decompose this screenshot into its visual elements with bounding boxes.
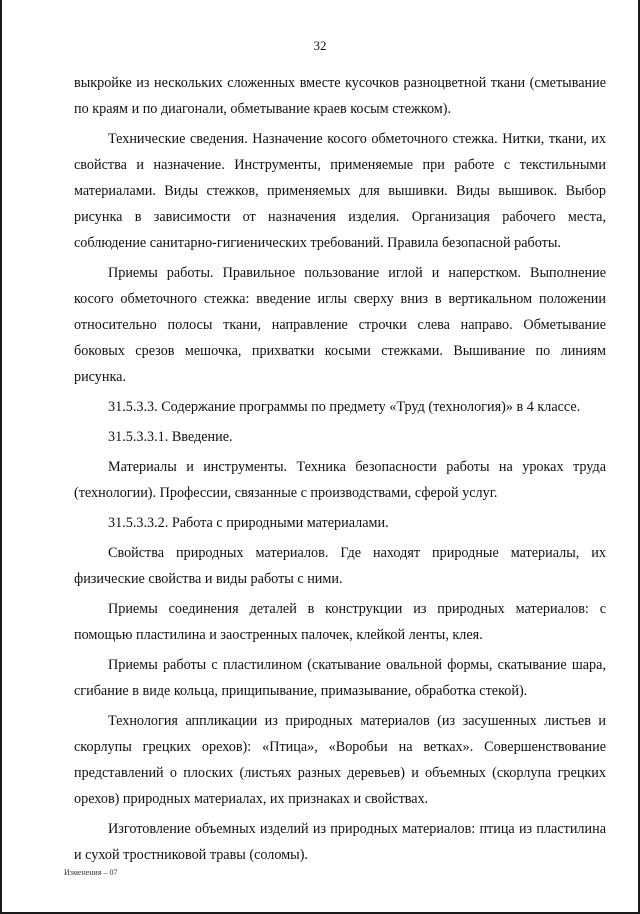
paragraph: Технические сведения. Назначение косого обметочного стежка. Нитки, ткани, их свойства и назначение. Инструменты, применяемые при работе с текстильными материалами. Виды стежков, применяемых для вышивки. Виды вышивок. Выбор рисунка в зависимости от назначения изделия. Организация рабочего места, соблюдение санитарно-гигиенических требований. Правила безопасной работы. [74,131,606,251]
footer-note: Изменения – 07 [64,868,118,877]
section-heading: 31.5.3.3.2. Работа с природными материалами. [108,515,389,531]
page-body [74,70,606,872]
section-heading: 31.5.3.3.1. Введение. [108,429,233,445]
section-heading: 31.5.3.3. Содержание программы по предмету «Труд (технология)» в 4 классе. [108,399,581,415]
paragraph: Приемы работы. Правильное пользование иглой и наперстком. Выполнение косого обметочного стежка: введение иглы сверху вниз в вертикальном положении относительно полосы ткани, направление строчки слева направо. Обметывание боковых срезов мешочка, прихватки косыми стежками. Вышивание по линиям рисунка. [74,265,606,385]
paragraph: Изготовление объемных изделий из природных материалов: птица из пластилина и сухой тростниковой травы (соломы). [74,821,606,863]
paragraph: Технология аппликации из природных материалов (из засушенных листьев и скорлупы грецких орехов): «Птица», «Воробьи на ветках». Совершенствование представлений о плоских (листьях разных деревьев) и объемных (скорлупа грецких орехов) природных материалах, их признаках и свойствах. [74,713,606,807]
paragraph: выкройке из нескольких сложенных вместе кусочков разноцветной ткани (сметывание по краям и по диагонали, обметывание краев косым стежком). [74,75,606,117]
paragraph: Приемы соединения деталей в конструкции из природных материалов: с помощью пластилина и заостренных палочек, клейкой ленты, клея. [74,601,606,643]
paragraph: Материалы и инструменты. Техника безопасности работы на уроках труда (технологии). Профессии, связанные с производствами, сферой услуг. [74,459,606,501]
paragraph: Приемы работы с пластилином (скатывание овальной формы, скатывание шара, сгибание в виде кольца, прищипывание, примазывание, обработка стекой). [74,657,606,699]
paragraph: Свойства природных материалов. Где находят природные материалы, их физические свойства и виды работы с ними. [74,545,606,587]
page-number: 32 [313,38,327,53]
